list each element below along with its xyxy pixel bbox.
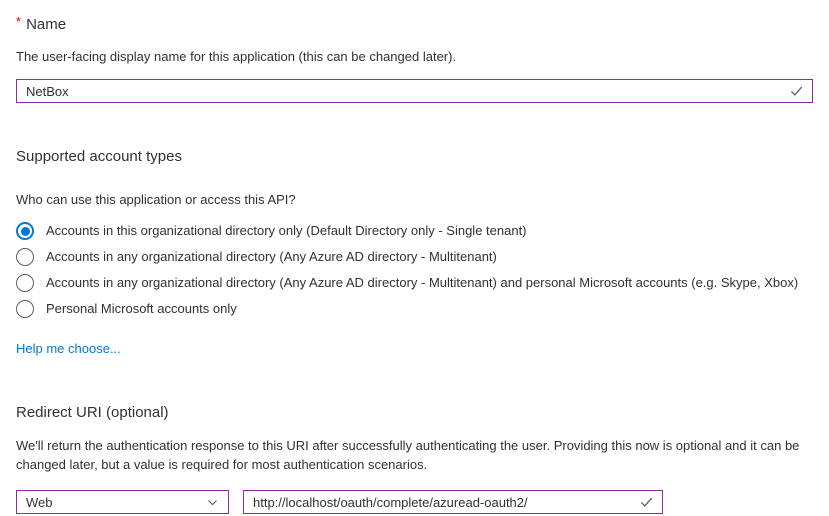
redirect-uri-heading: Redirect URI (optional)	[16, 404, 169, 421]
name-input[interactable]	[17, 84, 812, 99]
redirect-uri-section	[16, 403, 813, 514]
platform-select[interactable]	[16, 490, 229, 514]
radio-button-icon[interactable]	[16, 222, 34, 240]
name-section-heading	[16, 12, 813, 35]
account-types-question: Who can use this application or access this API?	[16, 192, 296, 207]
name-description: The user-facing display name for this application (this can be changed later).	[16, 49, 457, 64]
radio-button-icon[interactable]	[16, 248, 34, 266]
required-asterisk: *	[16, 14, 22, 29]
radio-option-personal-only[interactable]	[16, 296, 813, 322]
help-me-choose-link[interactable]: Help me choose...	[16, 341, 121, 356]
checkmark-icon	[789, 84, 804, 99]
radio-option-multitenant[interactable]	[16, 244, 813, 270]
radio-button-icon[interactable]	[16, 274, 34, 292]
name-input-wrapper	[16, 79, 813, 103]
radio-option-label: Accounts in any organizational directory (Any Azure AD directory - Multitenant)	[46, 249, 497, 264]
platform-select-value: Web	[26, 494, 53, 510]
redirect-uri-row	[16, 490, 813, 514]
name-label: Name	[26, 16, 67, 33]
checkmark-icon	[639, 495, 654, 510]
account-types-heading: Supported account types	[16, 148, 182, 165]
redirect-uri-input[interactable]	[244, 495, 662, 510]
radio-option-label: Accounts in this organizational directory only (Default Directory only - Single tenant)	[46, 223, 527, 238]
radio-option-label: Accounts in any organizational directory (Any Azure AD directory - Multitenant) and personal Microsoft accounts (e.g. Skype, Xbox)	[46, 275, 799, 290]
radio-button-icon[interactable]	[16, 300, 34, 318]
radio-option-single-tenant[interactable]	[16, 218, 813, 244]
redirect-uri-input-wrapper	[243, 490, 663, 514]
name-section	[16, 12, 813, 103]
chevron-down-icon	[206, 496, 219, 509]
radio-option-label: Personal Microsoft accounts only	[46, 301, 237, 316]
redirect-uri-description: We'll return the authentication response to this URI after successfully authenticating the user. Providing this now is optional and it can be changed later, but a value is required for most authentication scenarios.	[16, 438, 800, 472]
account-types-section	[16, 147, 813, 358]
radio-option-multitenant-personal[interactable]	[16, 270, 813, 296]
account-types-radio-group	[16, 218, 813, 322]
